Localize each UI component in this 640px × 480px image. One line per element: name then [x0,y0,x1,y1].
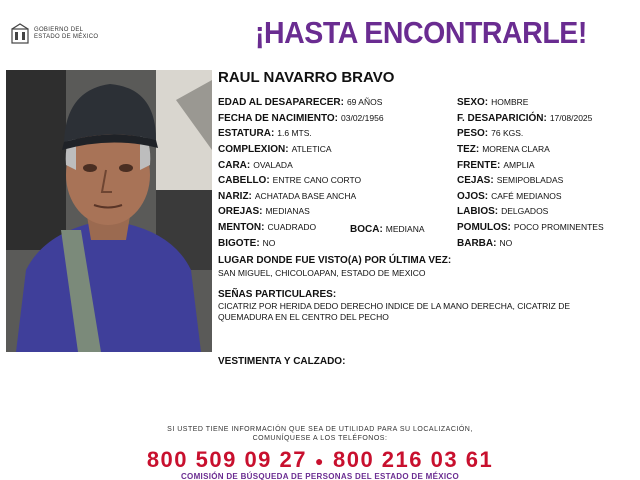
marks-label: SEÑAS PARTICULARES: [218,289,337,300]
missing-person-photo [6,70,212,352]
field-chin: MENTON: CUADRADO [218,222,317,233]
field-mouth: BOCA: MEDIANA [350,224,425,235]
field-disappearance-date: F. DESAPARICIÓN: 17/08/2025 [457,113,593,124]
field-ears: OREJAS: MEDIANAS [218,206,310,217]
phone-1: 800 509 09 27 [146,447,308,472]
field-forehead: FRENTE: AMPLIA [457,160,535,171]
last-seen-value: SAN MIGUEL, CHICOLOAPAN, ESTADO DE MEXICO [218,268,426,278]
field-hair: CABELLO: ENTRE CANO CORTO [218,175,362,186]
phone-numbers [0,447,640,473]
field-age: EDAD AL DESAPARECER: 69 AÑOS [218,97,383,108]
logo-line-2: ESTADO DE MÉXICO [34,34,99,40]
field-birth-date: FECHA DE NACIMIENTO: 03/02/1956 [218,113,384,124]
state-emblem-icon [10,23,30,45]
clothing-label: VESTIMENTA Y CALZADO: [218,356,346,367]
field-cheekbones: POMULOS: POCO PROMINENTES [457,222,604,233]
government-logo [10,22,120,46]
field-face: CARA: OVALADA [218,160,293,171]
field-beard: BARBA: NO [457,238,513,249]
field-nose: NARIZ: ACHATADA BASE ANCHA [218,191,357,202]
headline: ¡HASTA ENCONTRARLE! [255,15,587,50]
field-weight: PESO: 76 KGS. [457,128,524,139]
marks-value: CICATRIZ POR HERIDA DEDO DERECHO INDICE DE LA MANO DERECHA, CICATRIZ DE QUEMADURA EN EL CENTRO DEL PECHO [218,301,571,322]
field-eyes: OJOS: CAFÉ MEDIANOS [457,191,562,202]
footer-note-2: COMUNÍQUESE A LOS TELÉFONOS: [252,435,388,442]
footer-note-1: SI USTED TIENE INFORMACIÓN QUE SEA DE UTILIDAD PARA SU LOCALIZACIÓN, [167,426,473,433]
person-portrait-icon [6,70,212,352]
field-height: ESTATURA: 1.6 MTS. [218,128,312,139]
logo-line-1: GOBIERNO DEL [34,27,84,33]
person-name: RAUL NAVARRO BRAVO [218,69,395,86]
phone-2: 800 216 03 61 [332,447,494,472]
field-build: COMPLEXION: ATLETICA [218,144,332,155]
field-eyebrows: CEJAS: SEMIPOBLADAS [457,175,564,186]
last-seen-label: LUGAR DONDE FUE VISTO(A) POR ÚLTIMA VEZ: [218,255,452,266]
field-sex: SEXO: HOMBRE [457,97,529,108]
field-lips: LABIOS: DELGADOS [457,206,549,217]
field-complexion: TEZ: MORENA CLARA [457,144,550,155]
phone-separator-icon: ● [315,453,325,470]
field-mustache: BIGOTE: NO [218,238,276,249]
commission-name: COMISIÓN DE BÚSQUEDA DE PERSONAS DEL ESTADO DE MÉXICO [180,472,459,480]
